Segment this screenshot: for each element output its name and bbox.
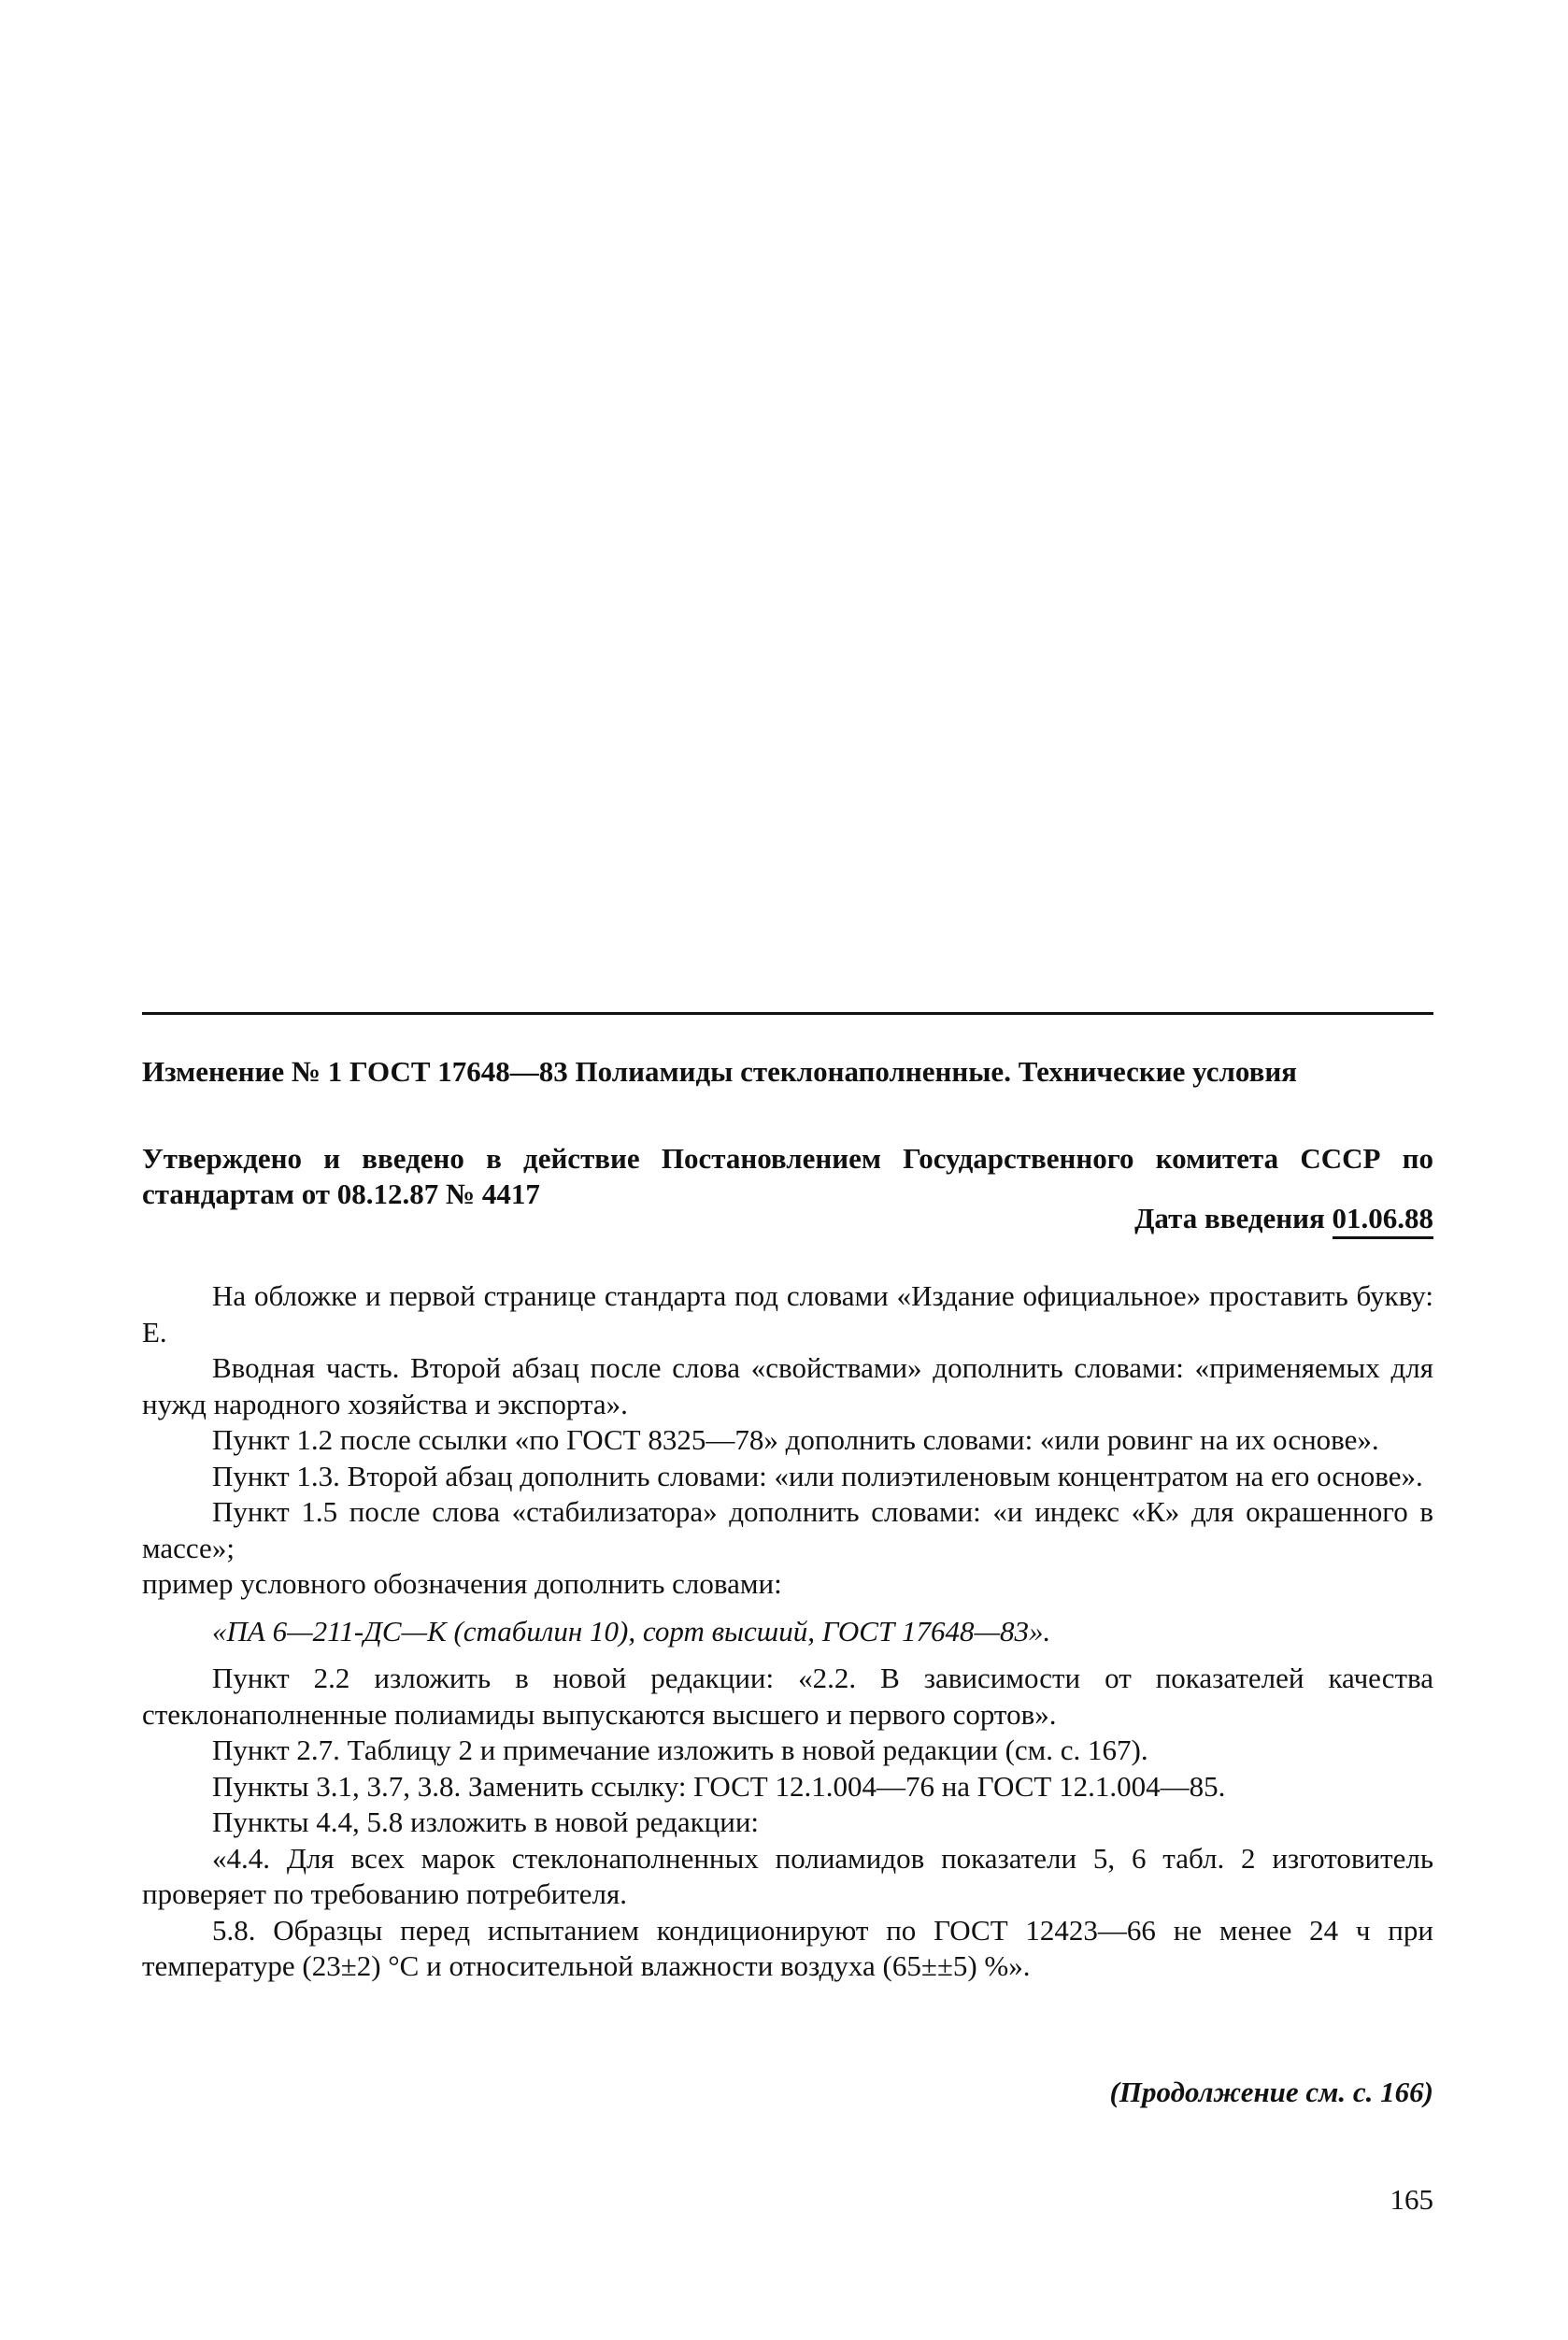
paragraph-item-1-2: Пункт 1.2 после ссылки «по ГОСТ 8325—78» дополнить словами: «или ровинг на их основе». (212, 1423, 1379, 1456)
paragraph-item-5-8: 5.8. Образцы перед испытанием кондиционируют по ГОСТ 12423—66 не менее 24 ч при температуре (23±2) °С и относительной влажности воздуха (65±±5) %». (142, 1913, 1433, 1982)
designation-example: «ПА 6—211-ДС—К (стабилин 10), сорт высший, ГОСТ 17648—83». (212, 1614, 1051, 1648)
amendment-title: Изменение № 1 ГОСТ 17648—83 Полиамиды стеклонаполненные. Технические условия (142, 1055, 1297, 1088)
paragraph-example-note: пример условного обозначения дополнить словами: (142, 1567, 782, 1600)
paragraph-item-2-7: Пункт 2.7. Таблицу 2 и примечание изложить в новой редакции (см. с. 167). (212, 1734, 1148, 1766)
amendment-body (142, 1278, 1433, 1985)
paragraph-intro: Вводная часть. Второй абзац после слова «свойствами» дополнить словами: «применяемых для нужд народного хозяйства и экспорта». (142, 1351, 1433, 1420)
paragraph-item-1-5: Пункт 1.5 после слова «стабилизатора» дополнить словами: «и индекс «К» для окрашенного в массе»; (142, 1495, 1433, 1564)
paragraph-item-2-2: Пункт 2.2 изложить в новой редакции: «2.2. В зависимости от показателей качества стеклонаполненные полиамиды выпускаются высшего и первого сортов». (142, 1662, 1433, 1731)
date-value: 01.06.88 (1333, 1202, 1434, 1239)
top-divider (142, 1012, 1433, 1015)
paragraph-cover: На обложке и первой странице стандарта под словами «Издание официальное» проставить букву: Е. (142, 1279, 1433, 1348)
paragraph-item-1-3: Пункт 1.3. Второй абзац дополнить словами: «или полиэтиленовым концентратом на его основе». (212, 1459, 1423, 1492)
page-number: 165 (1390, 2183, 1433, 2216)
paragraph-item-4-4: «4.4. Для всех марок стеклонаполненных полиамидов показатели 5, 6 табл. 2 изготовитель проверяет по требованию потребителя. (142, 1841, 1433, 1910)
date-label: Дата введения (1134, 1202, 1325, 1234)
introduction-date (1134, 1201, 1433, 1236)
approval-statement: Утверждено и введено в действие Постановлением Государственного комитета СССР по стандартам от 08.12.87 № 4417 (142, 1142, 1433, 1210)
paragraph-items-4-5: Пункты 4.4, 5.8 изложить в новой редакции: (212, 1805, 760, 1838)
continuation-note: (Продолжение см. с. 166) (1109, 2076, 1433, 2108)
paragraph-items-3: Пункты 3.1, 3.7, 3.8. Заменить ссылку: ГОСТ 12.1.004—76 на ГОСТ 12.1.004—85. (212, 1769, 1226, 1803)
